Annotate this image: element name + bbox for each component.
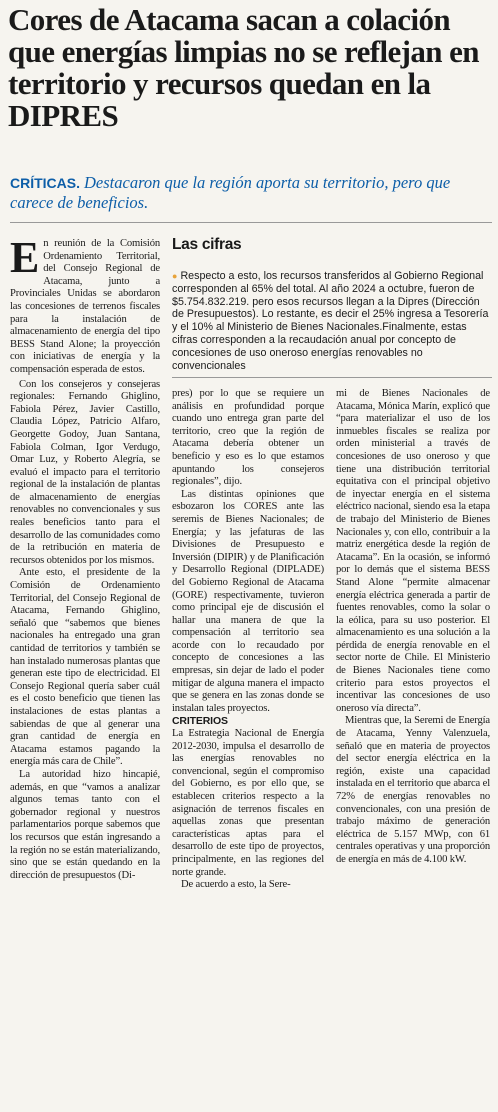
sidebar-text: ● Respecto a esto, los recursos transferidos al Gobierno Regional corresponden al 65% del total. Al año 2024 a octubre, fueron de $5.754.832.219. pero esos recursos llegan a la Dipres (Dirección de Presupuestos). Lo restante, es decir el 25% ingresa a Tesorería y el 10% al Ministerio de Bienes Nacionales.Finalmente, estas cifras corresponden a la recaudación anual por concepto de concesiones de uso oneroso energías renovables no convencionales: [172, 270, 489, 372]
divider: [10, 222, 492, 223]
paragraph: Ante esto, el presidente de la Comisión de Ordenamiento Territorial, del Consejo Regional de Atacama, Fernando Ghiglino, señaló que “sabemos que bienes nacionales ha entregado una gran cantidad de territorios y también se han instalado numerosas plantas que generan este tipo de electricidad. El Consejo Regional quería saber cuál es el costo beneficio que tienen las instalaciones de estas plantas a sabiendas de que al generar una gran cantidad de energía en Atacama estamos pagando la energía más cara de Chile”.: [10, 567, 160, 768]
kicker: CRÍTICAS.: [10, 175, 80, 191]
paragraph: Con los consejeros y consejeras regionales: Fernando Ghiglino, Fabiola Pérez, Javier Castillo, Claudia López, Patricio Alfaro, Georgette Godoy, Juan Santana, Fabiola Colman, Igor Verdugo, Omar Luz, y Roberto Alegría, se evaluó el impacto para el territorio regional de la instalación de plantas de almacenamiento de energías renovables no convencionales y sus reales beneficios tanto para el desarrollo de las comunidades como de la retribución en materia de recursos obtenidos por los mismos.: [10, 378, 160, 566]
column-1: [10, 233, 160, 882]
paragraph: Mientras que, la Seremi de Energía de Atacama, Yenny Valenzuela, señaló que en materia de proyectos del sector energía eléctrica en la región, existe una capacidad instalada en el territorio que abarca el 72% de energías renovables no convencionales, con una presión de trabajo máximo de generación eléctrica de 5.157 MWp, con 61 centrales operativas y una proporción de energía en más de 4.100 kW.: [336, 715, 490, 865]
sidebar-divider: [172, 377, 492, 378]
article-lead: [10, 173, 494, 213]
bullet-icon: ●: [172, 271, 178, 281]
column-3: [336, 388, 490, 867]
sidebar-title: Las cifras: [172, 236, 242, 253]
column-2: [172, 388, 324, 892]
paragraph: Las distintas opiniones que esbozaron los CORES ante las seremis de Bienes Nacionales; de Energía; y las jefaturas de las Divisiones de Presupuesto e Inversión (DIPIR) y de Planificación y Desarrollo Regional (DIPLADE) del Gobierno Regional de Atacama (GORE) respectivamente, tuvieron como principal eje de discusión el hallar una manera de que la compensación al territorio sea acorde con lo recaudado por concepto de concesiones a las empresas, sin dejar de lado el poder mitigar de alguna manera el impacto que se genera en las zonas donde se instalan tales proyectos.: [172, 488, 324, 714]
paragraph: La Estrategia Nacional de Energía 2012-2030, impulsa el desarrollo de las energías renovables no convencional, según el compromiso del Gobierno, es por ello que, se establecen criterios respecto a la asignación de terrenos fiscales en aquellas zonas que presentan características aptas para el desarrollo de este tipo de proyectos, principalmente, en las regiones del norte grande.: [172, 728, 324, 878]
paragraph: La autoridad hizo hincapié, además, en que “vamos a analizar algunos temas tanto con el gobernador regional y nuestros parlamentarios porque sabemos que los recursos que están ingresando a la región no se están materializando, sino que se están quedando en la dirección de presupuestos (Di-: [10, 768, 160, 881]
paragraph: En reunión de la Comisión Ordenamiento Territorial, del Consejo Regional de Atacama, junto a Provinciales Unidas se abordaron las concesiones de terrenos fiscales para la instalación de almacenamiento de energía del tipo BESS Stand Alone; la proyección con iniciativas de energía y la compensación esperada de estos.: [10, 233, 160, 375]
paragraph: De acuerdo a esto, la Sere-: [181, 879, 291, 891]
section-subhead: CRITERIOS: [172, 715, 228, 728]
paragraph: mi de Bienes Nacionales de Atacama, Mónica Marín, explicó que “para materializar el uso de los inmuebles fiscales se realiza por orden ministerial a través de concesiones de uso oneroso y que tiene una distribución territorial equitativa con el principal objetivo de inyectar energía en el sistema eléctrico nacional, siendo esa la etapa de trabajo del Ministerio de Bienes Nacionales y, con ello, contribuir a la matriz energética desde la región de Atacama”. En la ocasión, se informó por lo demás que el sistema BESS Stand Alone “permite almacenar energía eléctrica generada a partir de fuentes renovables, como la solar o la eólica, para su uso posterior. El almacenamiento es una solución a la pérdida de energía renovable en el sector norte de Chile. El Ministerio de Bienes Nacionales tiene como criterio para estos proyectos el incentivar las concesiones de uso oneroso vía directa”.: [336, 388, 490, 714]
drop-cap: E: [10, 233, 40, 282]
lead-text: Destacaron que la región aporta su territorio, pero que carece de beneficios.: [10, 173, 451, 212]
paragraph: pres) por lo que se requiere un análisis en profundidad porque cuando uno entrega gran parte del territorio, creo que la región de Atacama debería obtener un beneficio y eso es lo que estamos apuntando los consejeros regionales”, dijo.: [172, 388, 324, 488]
article-headline: Cores de Atacama sacan a colación que energías limpias no se reflejan en territorio y recursos quedan en la DIPRES: [8, 2, 479, 133]
